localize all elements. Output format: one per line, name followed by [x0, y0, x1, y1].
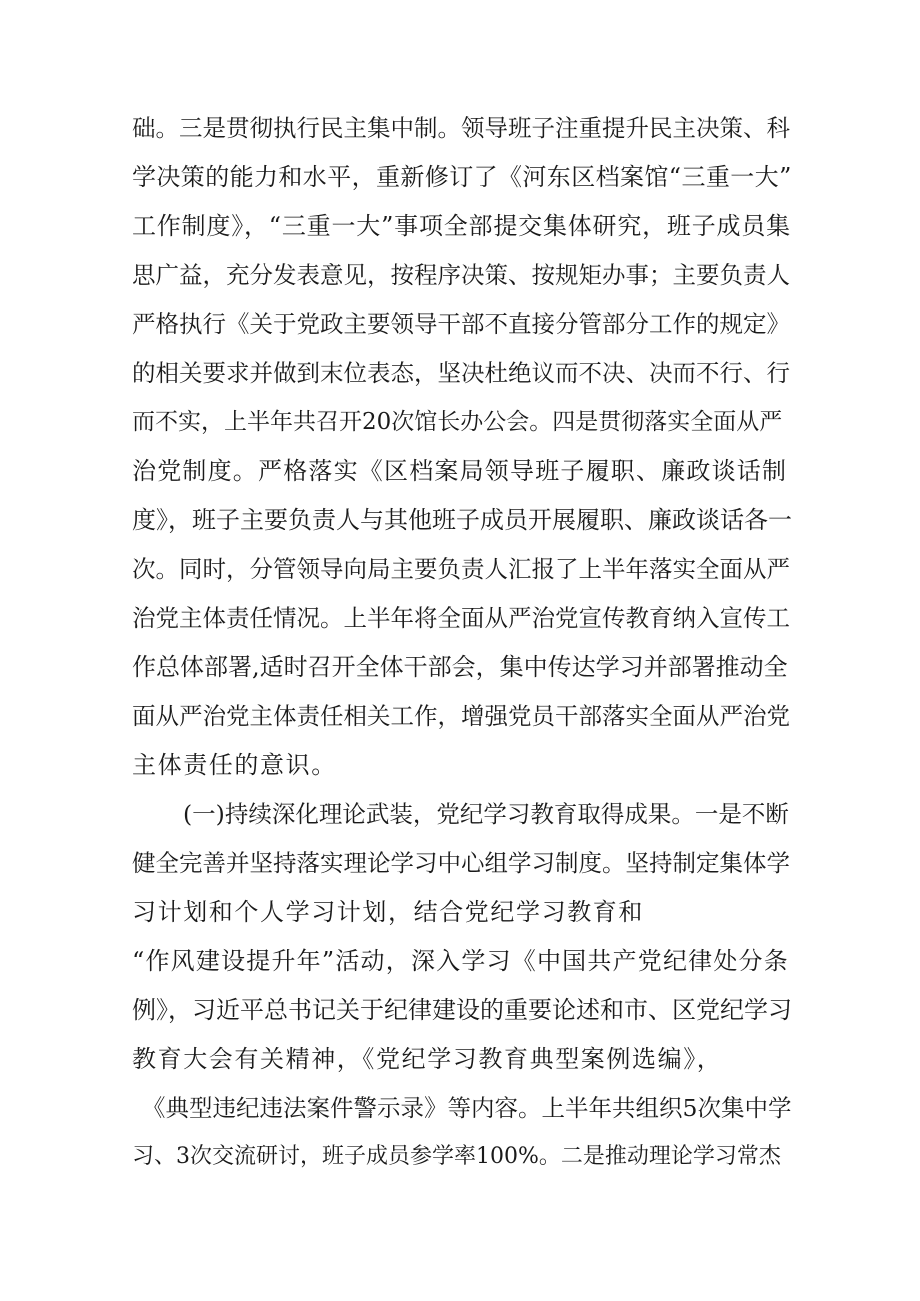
text-line: 度》，班子主要负责人与其他班子成员开展履职、廉政谈话各一: [132, 506, 792, 534]
text-line: 工作制度》，“三重一大”事项全部提交集体研究，班子成员集: [132, 212, 791, 240]
text-line: 主体责任的意识。: [132, 751, 337, 779]
text-line: 治党制度。严格落实《区档案局领导班子履职、廉政谈话制: [132, 457, 788, 485]
text-line: 严格执行《关于党政主要领导干部不直接分管部分工作的规定》: [132, 310, 790, 338]
text-line: 治党主体责任情况。上半年将全面从严治党宣传教育纳入宣传工: [132, 604, 790, 632]
text-line: 健全完善并坚持落实理论学习中心组学习制度。坚持制定集体学: [132, 849, 790, 877]
text-line: 学决策的能力和水平，重新修订了《河东区档案馆“三重一大”: [132, 163, 792, 191]
text-line: 面从严治党主体责任相关工作，增强党员干部落实全面从严治党: [132, 702, 790, 730]
text-line: 教育大会有关精神，《党纪学习教育典型案例选编》，: [132, 1045, 723, 1073]
text-line: 次。同时，分管领导向局主要负责人汇报了上半年落实全面从严: [132, 555, 790, 583]
text-line: 思广益，充分发表意见，按程序决策、按规矩办事；主要负责人: [132, 261, 790, 289]
text-line: 例》，习近平总书记关于纪律建设的重要论述和市、区党纪学习: [132, 996, 792, 1024]
text-line: 作总体部署,适时召开全体干部会，集中传达学习并部署推动全: [132, 653, 788, 681]
text-line: 习、3次交流研讨，班子成员参学率100%。二是推动理论学习常杰: [132, 1144, 781, 1169]
text-line: “作风建设提升年”活动，深入学习《中国共产党纪律处分条: [132, 947, 789, 975]
text-line: 的相关要求并做到末位表态，坚决杜绝议而不决、决而不行、行: [132, 359, 790, 387]
section-heading-line: (一)持续深化理论武装，党纪学习教育取得成果。一是不断: [183, 800, 789, 828]
text-line: 础。三是贯彻执行民主集中制。领导班子注重提升民主决策、科: [132, 114, 790, 142]
text-line: 而不实，上半年共召开20次馆长办公会。四是贯彻落实全面从严: [132, 409, 783, 435]
text-line: 《典型违纪违法案件警示录》等内容。上半年共组织5次集中学: [142, 1094, 792, 1122]
text-line: 习计划和个人学习计划，结合党纪学习教育和: [132, 898, 644, 926]
